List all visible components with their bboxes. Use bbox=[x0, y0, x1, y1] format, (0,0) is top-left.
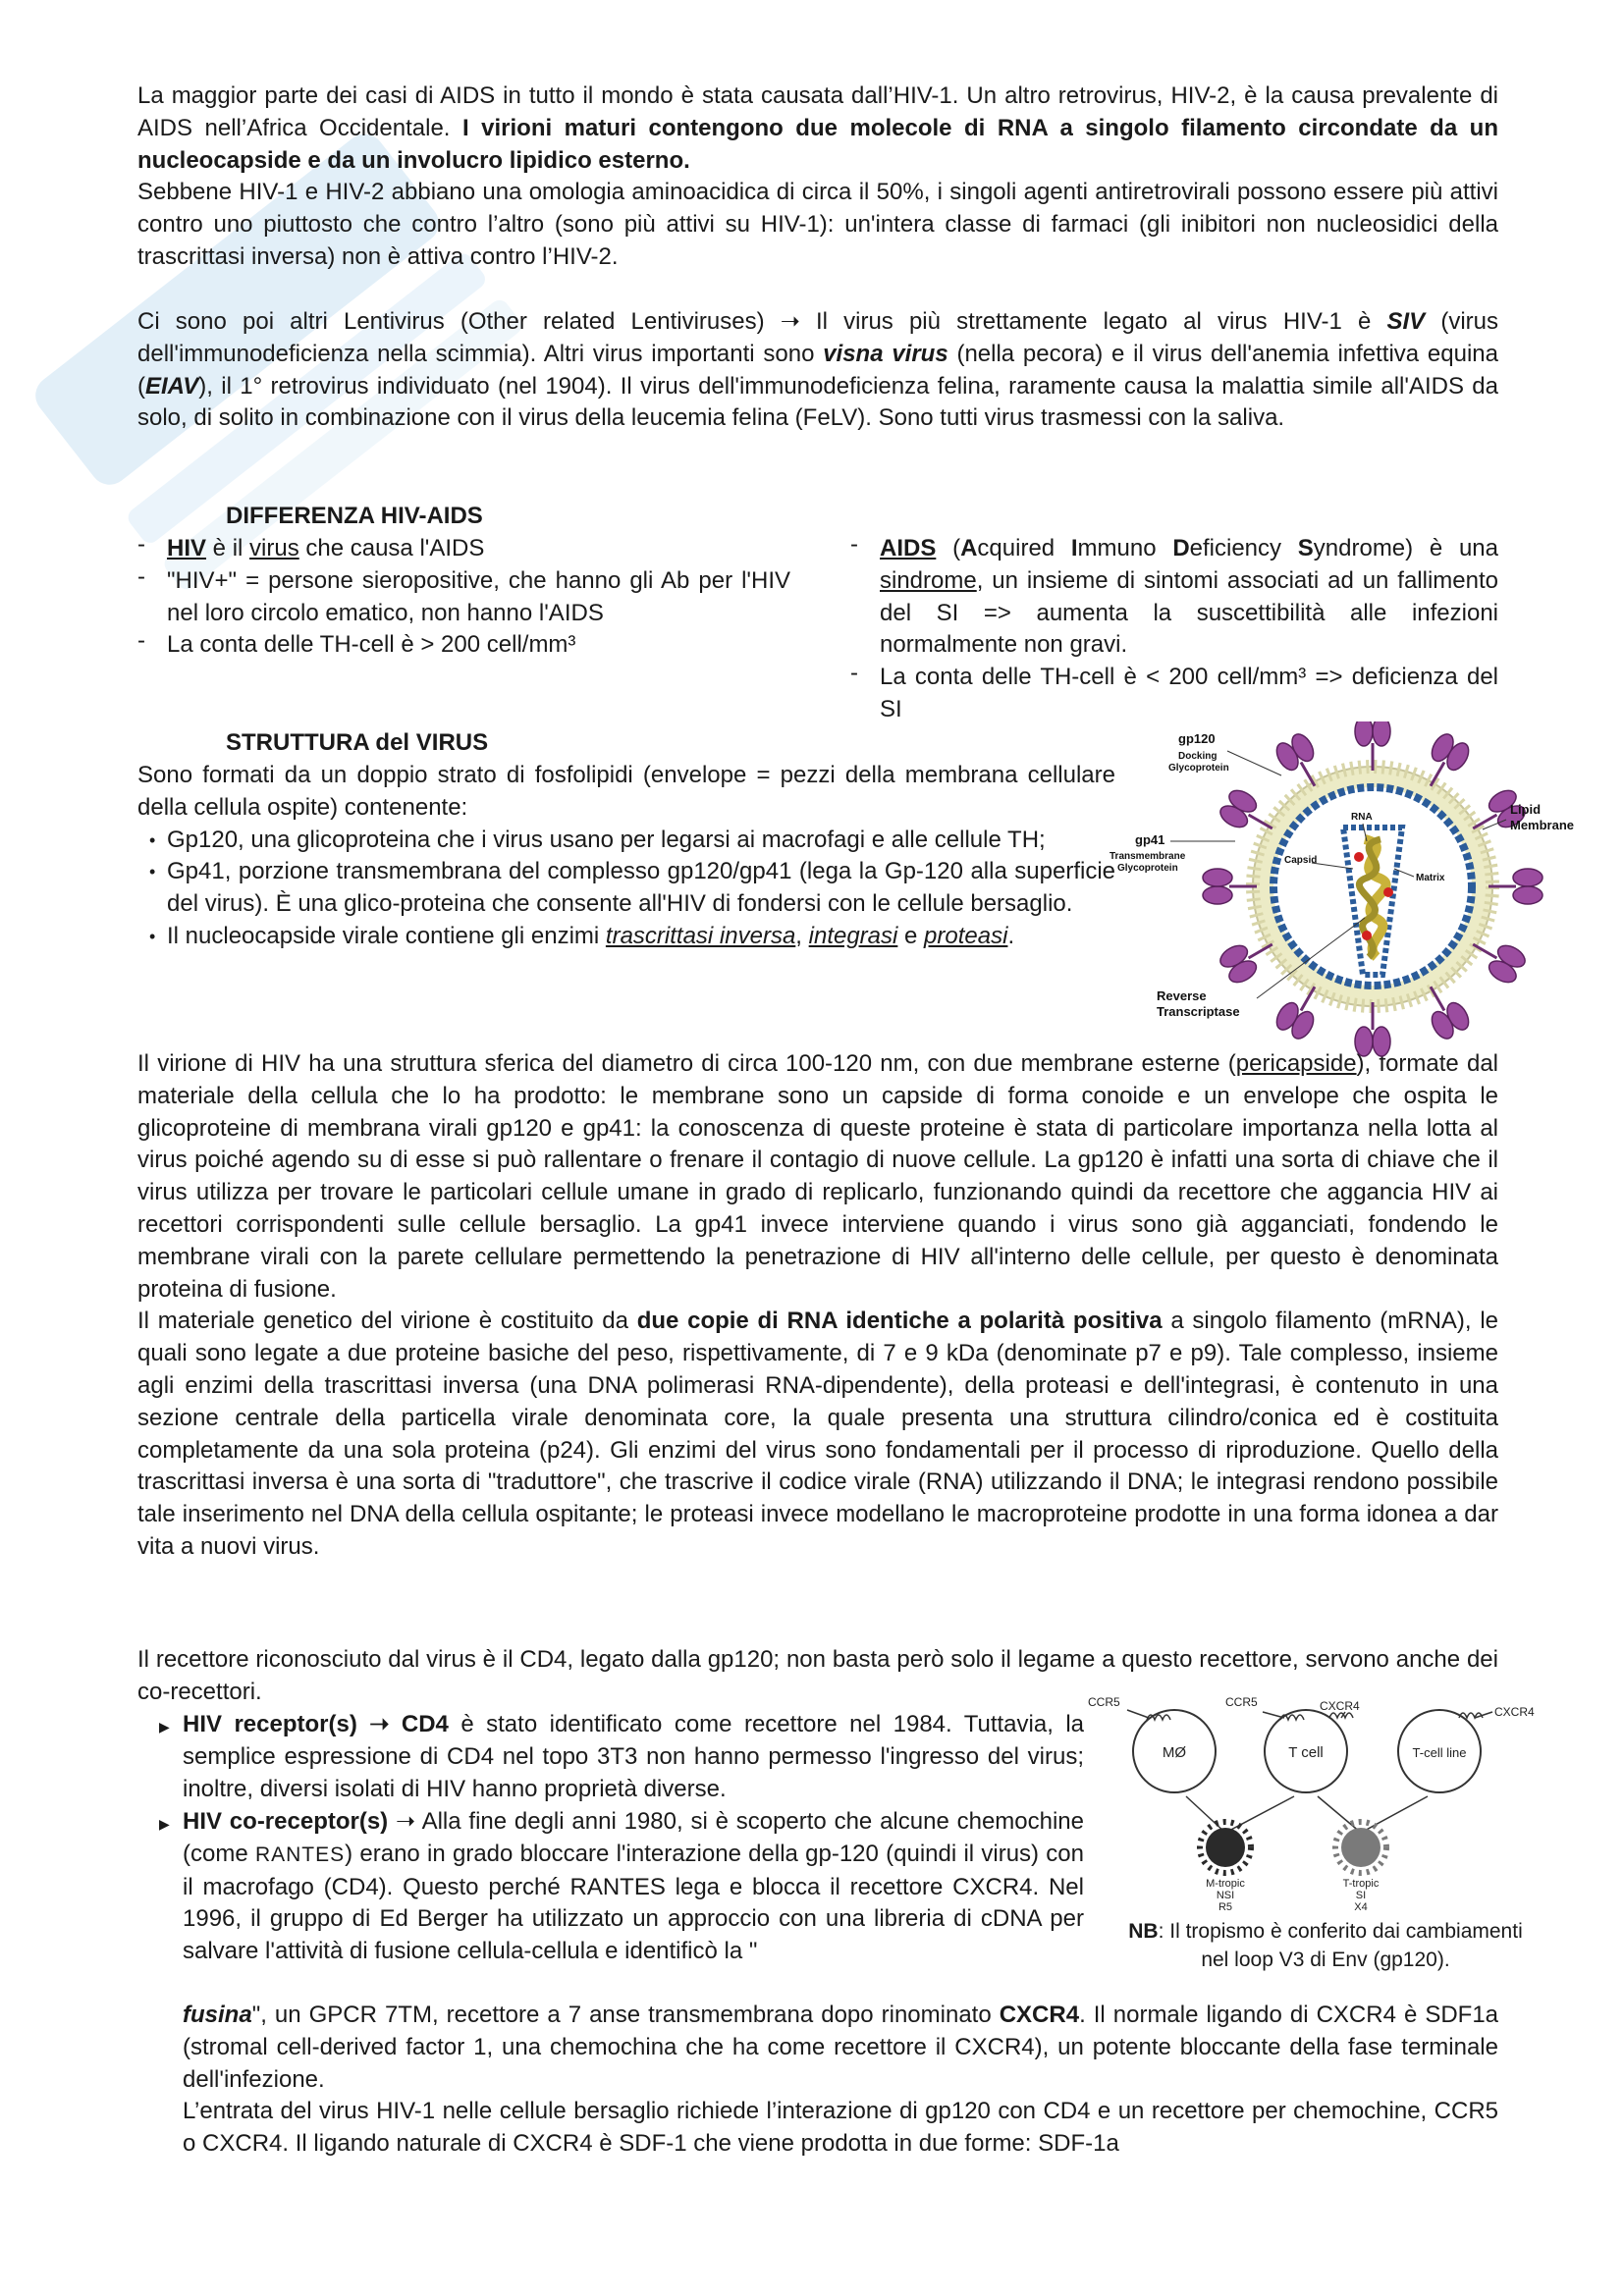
aids-letter-a: A bbox=[960, 535, 978, 561]
trascrittasi-term: trascrittasi inversa bbox=[605, 922, 796, 949]
label-cxcr4-a: CXCR4 bbox=[1320, 1699, 1360, 1713]
proteasi-term: proteasi bbox=[924, 922, 1008, 949]
intro-paragraph bbox=[137, 80, 1498, 274]
aids-item-2: - La conta delle TH-cell è < 200 cell/mm³ => deficienza del SI bbox=[850, 662, 1498, 726]
nb-text-2: nel loop V3 di Env (gp120). bbox=[1201, 1949, 1450, 1971]
coreceptor-text-e: . Il normale ligando di CXCR4 è SDF1a (stromal cell-derived factor 1, una chemochina che ha come recettore il CXCR4), un potente bloccante della fase terminale dell'infezione. bbox=[183, 2002, 1499, 2093]
pericapside-term: pericapside bbox=[1235, 1050, 1357, 1077]
aids-text-b: , un insieme di sintomi associati ad un fallimento del SI => aumenta la suscettibilità alle infezioni normalmente non gravi. bbox=[880, 566, 1498, 659]
coreceptor-block bbox=[159, 1806, 1084, 1968]
coreceptor-label: HIV co-receptor(s) bbox=[183, 1808, 389, 1835]
aids-word-eficiency: eficiency bbox=[1189, 535, 1298, 561]
materiale-bold: due copie di RNA identiche a polarità positiva bbox=[636, 1308, 1163, 1335]
virione-text-b: ), formate dal materiale della cellula che lo ha prodotto: le membrane sono un capside di forma conoide e un envelope che ospita le glicoproteine di membrana virali gp120 e gp41: la conoscenza di queste proteine è stata di particolare importanza nella lotta al virus poiché agendo su di esse si può rallentare o frenare il contagio di nuove cellule. La gp120 è infatti una sorta di chiave che il virus utilizza per trovare le particolari cellule umane in grado di replicarlo, funzionando quindi da recettore che aggancia HIV ai recettori corrispondenti sulle cellule bersaglio. La gp41 invece interviene quando i virus sono già agganciati, fondendo le membrane virali con la parete cellulare permettendo la penetrazione di HIV all'interno delle cellule, per questo è denominata proteina di fusione. bbox=[137, 1050, 1498, 1303]
lenti-text-c: (nella pecora) e il virus dell'anemia infettiva equina ( bbox=[137, 340, 1498, 400]
virione-paragraph bbox=[137, 1048, 1498, 1564]
struttura-intro-text: Sono formati da un doppio strato di fosfolipidi (envelope = pezzi della membrana cellulare della cellula ospite) contenente: bbox=[137, 762, 1115, 821]
hiv-receptor-item bbox=[159, 1709, 1084, 1805]
label-gp120: gp120 bbox=[1178, 731, 1216, 746]
aids-word-cquired: cquired bbox=[977, 535, 1071, 561]
coreceptor-text-c: ) erano in grado bloccare l'interazione della gp-120 (quindi il virus) con il macrofago (CD4). Questo perché RANTES lega e blocca il recettore CXCR4. Nel 1996, il gruppo di Ed Berger ha utilizzato un approccio con una libreria di cDNA per salvare l'attività di fusione cellula-cellula e identificò la " bbox=[183, 1840, 1084, 1965]
aids-letter-i: I bbox=[1070, 535, 1078, 561]
label-gp41: gp41 bbox=[1135, 832, 1165, 847]
homology-paragraph: Sebbene HIV-1 e HIV-2 abbiano una omologia aminoacidica di circa il 50%, i singoli agenti antiretrovirali possono essere più attivi contro uno piuttosto che contro l’altro (sono più attivi su HIV-1): un'intera classe di farmaci (gli inibitori non nucleosidici della trascrittasi inversa) non è attiva contro l’HIV-2. bbox=[137, 179, 1498, 270]
aids-column bbox=[850, 533, 1498, 726]
rantes-term: RANTES bbox=[254, 1842, 346, 1866]
aids-word-yndrome: yndrome) è una bbox=[1313, 535, 1498, 561]
cxcr4-term: CXCR4 bbox=[999, 2002, 1080, 2028]
label-glycoprotein-2: Glycoprotein bbox=[1117, 863, 1178, 874]
nb-text: : Il tropismo è conferito dai cambiamenti bbox=[1158, 1920, 1523, 1943]
hiv-text-a: è il bbox=[206, 535, 250, 561]
label-reverse: Reverse bbox=[1157, 988, 1207, 1003]
visna-term: visna virus bbox=[823, 340, 948, 367]
label-ccr5-a: CCR5 bbox=[1088, 1695, 1120, 1709]
label-tcell: T cell bbox=[1288, 1744, 1324, 1761]
struttura-intro bbox=[137, 760, 1115, 953]
hiv-receptor-label: HIV receptor(s) ➝ CD4 bbox=[183, 1711, 449, 1737]
aids-item-1 bbox=[850, 533, 1498, 662]
label-docking: Docking bbox=[1178, 751, 1218, 762]
intro-period: . bbox=[683, 146, 690, 174]
label-tcell-line: T-cell line bbox=[1412, 1745, 1467, 1760]
receptor-list-top bbox=[159, 1709, 1084, 1805]
label-membrane: Membrane bbox=[1510, 818, 1575, 832]
tropism-diagram bbox=[1088, 1690, 1549, 1921]
coreceptor-text-a: ➝ Alla fine degli anni 1980, si è scoperto che alcune chemochine (come bbox=[183, 1808, 1085, 1867]
coreceptor-text-d: ", un GPCR 7TM, recettore a 7 anse transmembrana dopo rinominato bbox=[251, 2002, 1000, 2028]
label-nsi: NSI bbox=[1216, 1890, 1235, 1901]
aids-letter-d: D bbox=[1172, 535, 1190, 561]
materiale-text-a: Il materiale genetico del virione è costituito da bbox=[137, 1308, 637, 1335]
hiv-item-1 bbox=[137, 533, 790, 565]
bullet-nucleocapside bbox=[137, 921, 1115, 953]
section-title-struttura: STRUTTURA del VIRUS bbox=[226, 729, 489, 756]
label-ccr5-b: CCR5 bbox=[1225, 1695, 1258, 1709]
label-rna: RNA bbox=[1351, 812, 1373, 823]
label-matrix: Matrix bbox=[1416, 873, 1445, 883]
label-macrophage: MØ bbox=[1162, 1744, 1187, 1761]
virione-text-a: Il virione di HIV ha una struttura sferica del diametro di circa 100-120 nm, con due membrane esterne ( bbox=[137, 1050, 1236, 1077]
hiv-item-2: - "HIV+" = persone sieropositive, che hanno gli Ab per l'HIV nel loro circolo ematico, non hanno l'AIDS bbox=[137, 565, 790, 630]
aids-term: AIDS bbox=[880, 535, 937, 561]
intro-bold: I virioni maturi contengono due molecole di RNA a singolo filamento circondate da un nucleocapside e da un involucro lipidico esterno bbox=[137, 114, 1498, 174]
label-m-tropic: M-tropic bbox=[1206, 1878, 1245, 1890]
nucleo-and: e bbox=[897, 922, 925, 949]
lenti-text-a: Ci sono poi altri Lentivirus (Other related Lentiviruses) ➝ Il virus più strettamente legato al virus HIV-1 è bbox=[137, 308, 1387, 335]
aids-text-a: ( bbox=[936, 535, 961, 561]
eiav-term: EIAV bbox=[145, 372, 199, 400]
virus-term: virus bbox=[249, 535, 299, 561]
hiv-item-3: - La conta delle TH-cell è > 200 cell/mm³ bbox=[137, 629, 790, 662]
entrata-paragraph: L’entrata del virus HIV-1 nelle cellule bersaglio richiede l’interazione di gp120 con CD4 e un recettore per chemochine, CCR5 o CXCR4. Il ligando naturale di CXCR4 è SDF-1 che viene prodotta in due forme: SDF-1a bbox=[183, 2098, 1498, 2158]
hiv-coreceptor-item bbox=[159, 1806, 1084, 1968]
label-si: SI bbox=[1355, 1890, 1367, 1901]
t-tropic-virus-icon bbox=[1341, 1828, 1380, 1867]
lenti-text-d: ), il 1° retrovirus individuato (nel 1904). Il virus dell'immunodeficienza felina, raramente causa la malattia simile all'AIDS da solo, di solito in combinazione con il virus della leucemia felina (FeLV). Sono tutti virus trasmessi con la saliva. bbox=[137, 372, 1498, 432]
label-t-tropic: T-tropic bbox=[1342, 1878, 1380, 1890]
label-lipid: Lipid bbox=[1510, 802, 1542, 817]
tropism-caption bbox=[1090, 1917, 1561, 1974]
section-title-differenza: DIFFERENZA HIV-AIDS bbox=[226, 503, 483, 529]
hiv-term: HIV bbox=[167, 535, 207, 561]
label-x4: X4 bbox=[1354, 1901, 1368, 1913]
aids-word-mmuno: mmuno bbox=[1077, 535, 1173, 561]
nucleo-text: Il nucleocapside virale contiene gli enzimi bbox=[167, 922, 606, 949]
label-cxcr4-b: CXCR4 bbox=[1494, 1705, 1535, 1719]
hiv-receptor-text: è stato identificato come recettore nel 1984. Tuttavia, la semplice espressione di CD4 nel topo 3T3 non hanno permesso l'ingresso del virus; inoltre, diversi isolati di HIV hanno proprietà diverse. bbox=[183, 1711, 1084, 1802]
bullet-gp120: • Gp120, una glicoproteina che i virus usano per legarsi ai macrofagi e alle cellule TH; bbox=[137, 825, 1115, 857]
siv-term: SIV bbox=[1386, 308, 1426, 335]
lenti-text-b: (virus dell'immunodeficienza nella scimmia). Altri virus importanti sono bbox=[137, 308, 1498, 367]
hiv-virion-diagram bbox=[1110, 721, 1600, 1060]
recettore-intro-text: Il recettore riconosciuto dal virus è il CD4, legato dalla gp120; non basta però solo il legame a questo recettore, servono anche dei co-recettori. bbox=[137, 1646, 1498, 1705]
bullet-gp41: • Gp41, porzione transmembrana del complesso gp120/gp41 (lega la Gp-120 alla superficie del virus). È una glico-proteina che consente all'HIV di fondersi con le cellule bersaglio. bbox=[137, 856, 1115, 921]
label-glycoprotein: Glycoprotein bbox=[1168, 763, 1229, 774]
hiv-column bbox=[137, 533, 790, 662]
nucleo-sep: , bbox=[795, 922, 809, 949]
label-capsid: Capsid bbox=[1284, 855, 1318, 866]
nucleo-end: . bbox=[1007, 922, 1015, 949]
fusina-term: fusina bbox=[183, 2002, 252, 2028]
materiale-text-b: a singolo filamento (mRNA), le quali sono legate a due proteine basiche del peso, rispettivamente, di 7 e 9 kDa (denominate p7 e p9). Tale complesso, insieme agli enzimi della trascrittasi inversa (una DNA polimerasi RNA-dipendente), della proteasi e dell'integrasi, è contenuto in una sezione centrale della particella virale denominata core, la quale presenta una struttura cilindro/conica ed è costituita completamente da una sola proteina (p24). Gli enzimi del virus sono fondamentali per il processo di riproduzione. Quello della trascrittasi inversa è una sorta di "traduttore", che trascrive il codice virale (RNA) utilizzando il DNA; le integrasi rendono possibile tale inserimento nel DNA della cellula ospitante; le proteasi invece modellano le macroproteine prodotte in una forma idonea a dar vita a nuovi virus. bbox=[137, 1308, 1498, 1560]
label-transmembrane: Transmembrane bbox=[1110, 851, 1186, 862]
lentivirus-paragraph bbox=[137, 306, 1498, 435]
coreceptor-continuation bbox=[159, 2000, 1498, 2161]
label-r5: R5 bbox=[1218, 1901, 1233, 1913]
hiv-text-b: che causa l'AIDS bbox=[298, 535, 485, 561]
nb-label: NB bbox=[1128, 1920, 1159, 1943]
label-transcriptase: Transcriptase bbox=[1157, 1004, 1240, 1019]
sindrome-term: sindrome bbox=[880, 566, 977, 594]
integrasi-term: integrasi bbox=[808, 922, 898, 949]
intro-text: La maggior parte dei casi di AIDS in tutto il mondo è stata causata dall’HIV-1. Un altro retrovirus, HIV-2, è la causa prevalente di AIDS nell’Africa Occidentale. bbox=[137, 82, 1498, 141]
m-tropic-virus-icon bbox=[1206, 1828, 1245, 1867]
aids-letter-s: S bbox=[1297, 535, 1314, 561]
